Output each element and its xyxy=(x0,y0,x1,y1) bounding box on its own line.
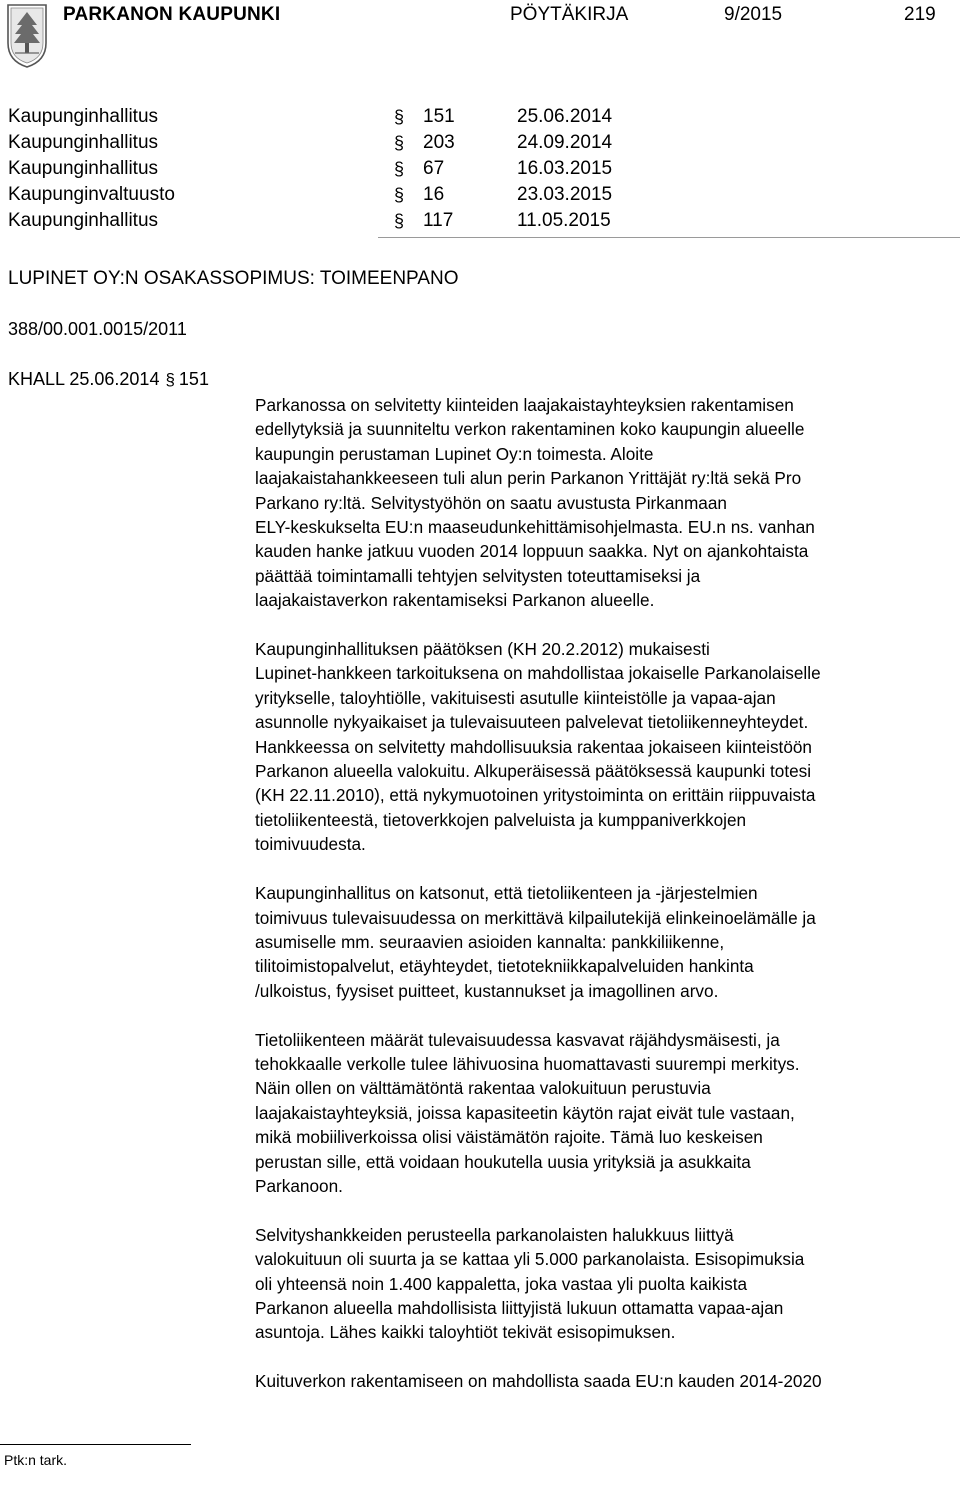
page-number: 219 xyxy=(904,4,936,25)
decision-history xyxy=(8,106,960,236)
history-number: 117 xyxy=(423,210,454,231)
history-number: 67 xyxy=(423,158,445,179)
section-sign: § xyxy=(394,107,405,127)
body-paragraph: Selvityshankkeiden perusteella parkanolaisten halukkuus liittyä valokuituun oli suurta ja se kattaa yli 5.000 parkanolaista. Esisopimuksia oli yhteensä noin 1.400 kappaletta, joka vastaa yli puolta kaikista Parkanon alueella mahdollisista liittyjistä lukuun ottamatta vapaa-ajan asuntoja. Lähes kaikki taloyhtiöt tekivät esisopimuksen. xyxy=(255,1224,805,1343)
history-body: Kaupunginhallitus xyxy=(8,132,159,153)
history-body: Kaupunginhallitus xyxy=(8,210,159,231)
document-type: PÖYTÄKIRJA xyxy=(510,4,629,25)
history-row xyxy=(8,132,960,158)
town-crest-icon xyxy=(6,3,48,69)
history-date: 24.09.2014 xyxy=(517,132,613,153)
history-divider xyxy=(378,237,960,238)
footer-divider xyxy=(0,1444,191,1445)
body-paragraph: Tietoliikenteen määrät tulevaisuudessa kasvavat räjähdysmäisesti, ja tehokkaalle verkolle tulee lähivuosina huomattavasti suurempi merkitys. Näin ollen on välttämätöntä rakentaa valokuituun perustuvia laajakaistayhteyksiä, joissa kapasiteetin käytön rajat eivät tule vastaan, mikä mobiiliverkoissa olisi väistämätön rajoite. Tämä luo keskeisen perustan sille, että voidaan houkutella uusia yrityksiä ja asukkaita Parkanoon. xyxy=(255,1029,800,1196)
history-date: 23.03.2015 xyxy=(517,184,613,205)
history-row xyxy=(8,106,960,132)
section-sign: § xyxy=(165,370,175,389)
meeting-reference xyxy=(8,369,209,390)
history-number: 16 xyxy=(423,184,445,205)
body-paragraph: Parkanossa on selvitetty kiinteiden laajakaistayhteyksien rakentamisen edellytyksiä ja suunniteltu verkon rakentaminen koko kaupungin alueelle kaupungin perustaman Lupinet Oy:n toimesta. Aloite laajakaistahankkeeseen tuli alun perin Parkanon Yrittäjät ry:ltä sekä Pro Parkano ry:ltä. Selvitystyöhön on saatu avustusta Pirkanmaan ELY-keskukselta EU:n maaseudunkehittämisohjelmasta. EU.n ns. vanhan kauden hanke jatkuu vuoden 2014 loppuun saakka. Nyt on ajankohtaista päättää toimintamalli tehtyjen selvitysten toteuttamiseksi ja laajakaistaverkon rakentamiseksi Parkanon alueelle. xyxy=(255,395,815,611)
section-sign: § xyxy=(394,159,405,179)
history-number: 203 xyxy=(423,132,455,153)
history-body: Kaupunginhallitus xyxy=(8,158,159,179)
meeting-number: 151 xyxy=(178,369,209,389)
body-paragraph: Kuituverkon rakentamiseen on mahdollista saada EU:n kauden 2014-2020 xyxy=(255,1371,822,1392)
agenda-title: LUPINET OY:N OSAKASSOPIMUS: TOIMEENPANO xyxy=(8,268,459,289)
history-body: Kaupunginhallitus xyxy=(8,106,159,127)
history-number: 151 xyxy=(423,106,455,127)
history-body: Kaupunginvaltuusto xyxy=(8,184,175,205)
history-date: 11.05.2015 xyxy=(517,210,611,231)
history-row xyxy=(8,158,960,184)
history-row xyxy=(8,210,960,236)
organization-name: PARKANON KAUPUNKI xyxy=(63,4,281,25)
diary-number: 388/00.001.0015/2011 xyxy=(8,319,187,339)
minutes-body xyxy=(255,393,960,1418)
history-date: 16.03.2015 xyxy=(517,158,613,179)
body-paragraph: Kaupunginhallituksen päätöksen (KH 20.2.2012) mukaisesti Lupinet-hankkeen tarkoituksena on mahdollistaa jokaiselle Parkanolaiselle yritykselle, taloyhtiölle, vakituisesti asutulle kiinteistölle ja vapaa-ajan asunnolle nykyaikaiset ja tulevaisuuteen palvelevat tietoliikenneyhteydet. Hankkeessa on selvitetty mahdollisuuksia rakentaa jokaiseen kiinteistöön Parkanon alueella valokuitu. Alkuperäisessä päätöksessä kaupunki totesi (KH 22.11.2010), että nykymuotoinen yritystoiminta on erittäin riippuvaista tietoliikenteestä, tietoverkkojen palveluista ja kumppaniverkkojen toimivuudesta. xyxy=(255,639,821,855)
history-row xyxy=(8,184,960,210)
body-paragraph: Kaupunginhallitus on katsonut, että tietoliikenteen ja -järjestelmien toimivuus tulevaisuudessa on merkittävä kilpailutekijä elinkeinoelämälle ja asumiselle mm. seuraavien asioiden kannalta: pankkiliikenne, tilitoimistopalvelut, etäyhteydet, tietotekniikkapalveluiden hankinta /ulkoistus, fyysiset puitteet, kustannukset ja imagollinen arvo. xyxy=(255,883,816,1001)
document-number: 9/2015 xyxy=(724,4,783,25)
section-sign: § xyxy=(394,185,405,205)
footer-check-label: Ptk:n tark. xyxy=(4,1452,68,1468)
history-date: 25.06.2014 xyxy=(517,106,613,127)
section-sign: § xyxy=(394,211,405,231)
section-sign: § xyxy=(394,133,405,153)
meeting-label: KHALL 25.06.2014 xyxy=(8,369,160,389)
